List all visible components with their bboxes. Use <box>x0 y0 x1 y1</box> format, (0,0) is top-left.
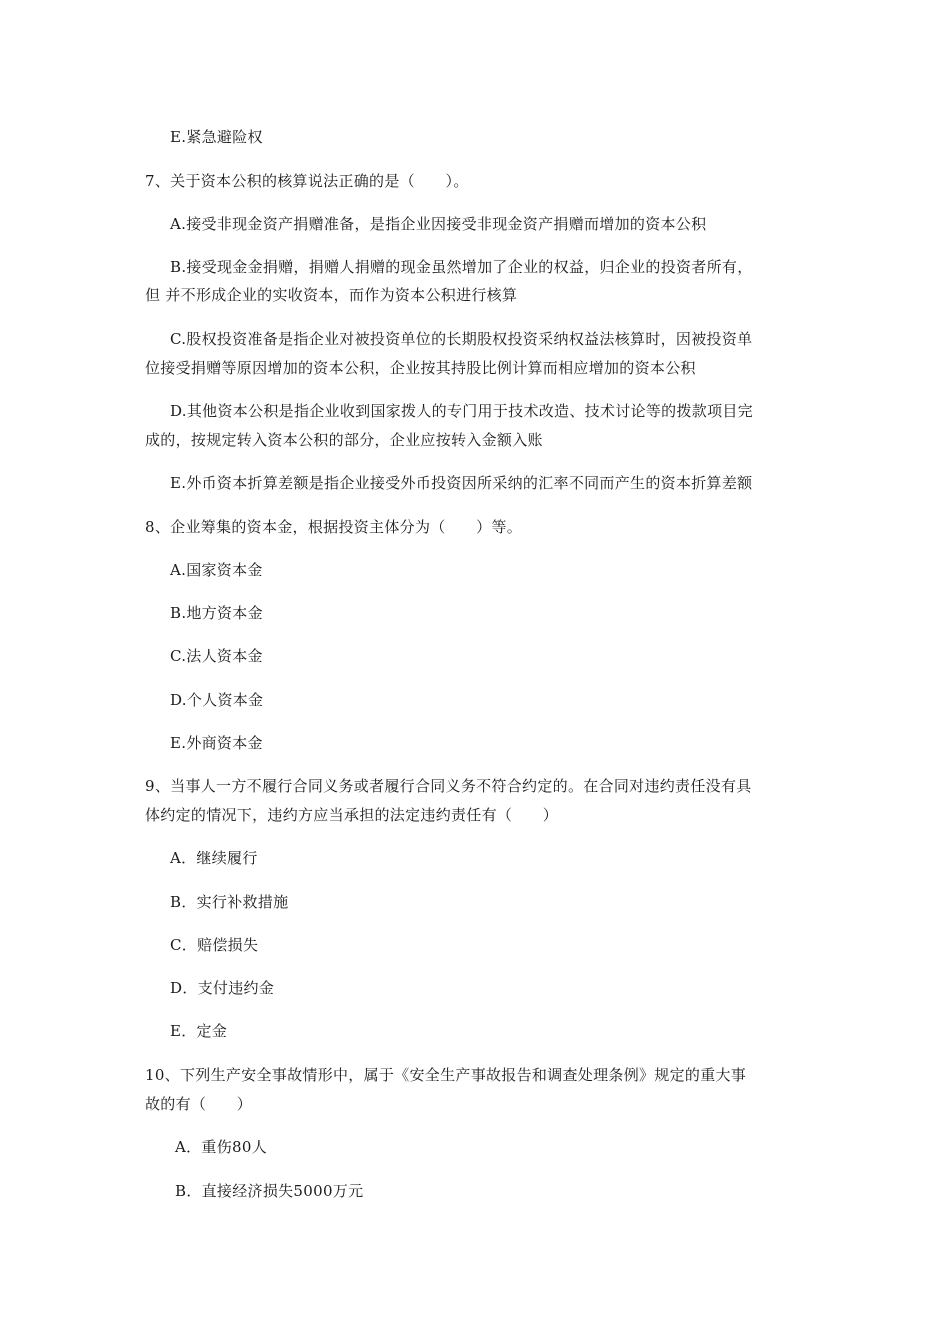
q8-option-b: B.地方资本金 <box>170 604 263 622</box>
q9-option-e: E．定金 <box>170 1022 228 1040</box>
q7-option-c-line2: 位接受捐赠等原因增加的资本公积，企业按其持股比例计算而相应增加的资本公积 <box>145 359 696 377</box>
q8-option-a: A.国家资本金 <box>170 561 263 579</box>
q7-option-b-line1: B.接受现金金捐赠，捐赠人捐赠的现金虽然增加了企业的权益，归企业的投资者所有， <box>170 258 753 276</box>
q9-stem-line1: 9、当事人一方不履行合同义务或者履行合同义务不符合约定的。在合同对违约责任没有具 <box>145 777 752 795</box>
q7-option-d-line1: D.其他资本公积是指企业收到国家拨人的专门用于技术改造、技术讨论等的拨款项目完 <box>170 402 753 420</box>
q10-option-b: B．直接经济损失5000万元 <box>175 1182 364 1200</box>
q8-stem: 8、企业筹集的资本金，根据投资主体分为（ ）等。 <box>145 518 523 536</box>
q9-option-d: D．支付违约金 <box>170 979 275 997</box>
q9-option-c: C．赔偿损失 <box>170 936 259 954</box>
q9-option-a: A．继续履行 <box>170 849 258 867</box>
q9-stem-line2: 体约定的情况下，违约方应当承担的法定违约责任有（ ） <box>145 806 559 824</box>
q7-stem: 7、关于资本公积的核算说法正确的是（ ）。 <box>145 172 469 190</box>
q7-option-a: A.接受非现金资产捐赠准备，是指企业因接受非现金资产捐赠而增加的资本公积 <box>170 215 707 233</box>
q6-option-e: E.紧急避险权 <box>170 128 263 146</box>
q10-stem-line1: 10、下列生产安全事故情形中，属于《安全生产事故报告和调查处理条例》规定的重大事 <box>145 1066 747 1084</box>
q8-option-d: D.个人资本金 <box>170 691 264 709</box>
q7-option-e: E.外币资本折算差额是指企业接受外币投资因所采纳的汇率不同而产生的资本折算差额 <box>170 474 753 492</box>
q8-option-c: C.法人资本金 <box>170 647 263 665</box>
q10-option-a: A．重伤80人 <box>175 1138 268 1156</box>
q7-option-d-line2: 成的，按规定转入资本公积的部分，企业应按转入金额入账 <box>145 431 543 449</box>
q7-option-c-line1: C.股权投资准备是指企业对被投资单位的长期股权投资采纳权益法核算时，因被投资单 <box>170 330 753 348</box>
q7-option-b-line2: 但 并不形成企业的实收资本，而作为资本公积进行核算 <box>145 286 518 304</box>
q8-option-e: E.外商资本金 <box>170 734 263 752</box>
q9-option-b: B．实行补救措施 <box>170 893 289 911</box>
q10-stem-line2: 故的有（ ） <box>145 1095 253 1113</box>
